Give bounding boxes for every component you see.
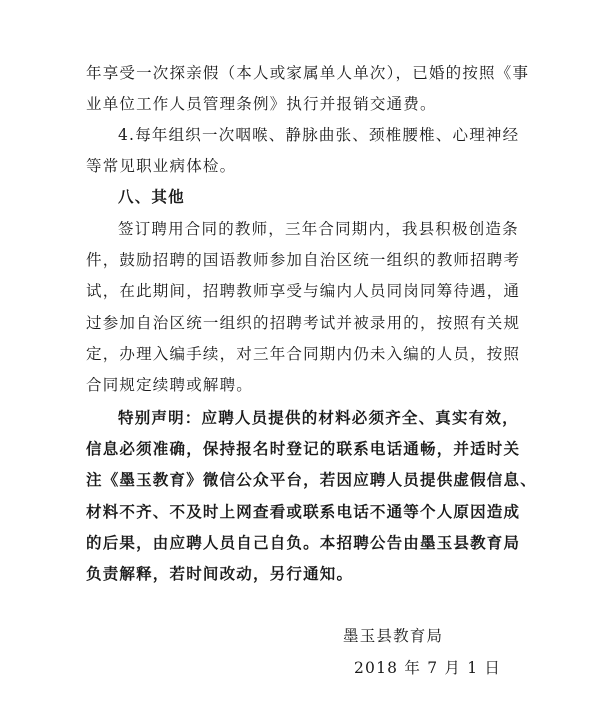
body-line: 合同规定续聘或解聘。 [86,376,254,394]
statement-line: 注《墨玉教育》微信公众平台，若因应聘人员提供虚假信息、 [86,470,537,489]
signature-date: 2018 年 7 月 1 日 [354,659,502,677]
statement-line: 材料不齐、不及时上网查看或联系电话不通等个人原因造成 [86,502,521,521]
body-line: 等常见职业病体检。 [86,157,237,175]
statement-line: 的后果，由应聘人员自己自负。本招聘公告由墨玉县教育局 [86,533,521,552]
body-line: 试，在此期间，招聘教师享受与编内人员同岗同筹待遇，通 [86,282,521,300]
signature-organization: 墨玉县教育局 [343,627,444,645]
body-line: 业单位工作人员管理条例》执行并报销交通费。 [86,95,437,113]
body-line: 过参加自治区统一组织的招聘考试并被录用的，按照有关规 [86,314,521,332]
body-line: 签订聘用合同的教师，三年合同期内，我县积极创造条 [118,220,519,238]
section-heading: 八、其他 [118,188,185,206]
body-line: 件，鼓励招聘的国语教师参加自治区统一组织的教师招聘考 [86,251,521,269]
statement-line: 信息必须准确，保持报名时登记的联系电话通畅，并适时关 [86,439,521,458]
body-line: 年享受一次探亲假（本人或家属单人单次），已婚的按照《事 [86,64,530,82]
statement-line: 负责解释，若时间改动，另行通知。 [86,564,354,583]
body-line: 定，办理入编手续，对三年合同期内仍未入编的人员，按照 [86,345,521,363]
list-item: 4.每年组织一次咽喉、静脉曲张、颈椎腰椎、心理神经 [118,126,520,144]
statement-line: 特别声明：应聘人员提供的材料必须齐全、真实有效， [118,408,519,427]
